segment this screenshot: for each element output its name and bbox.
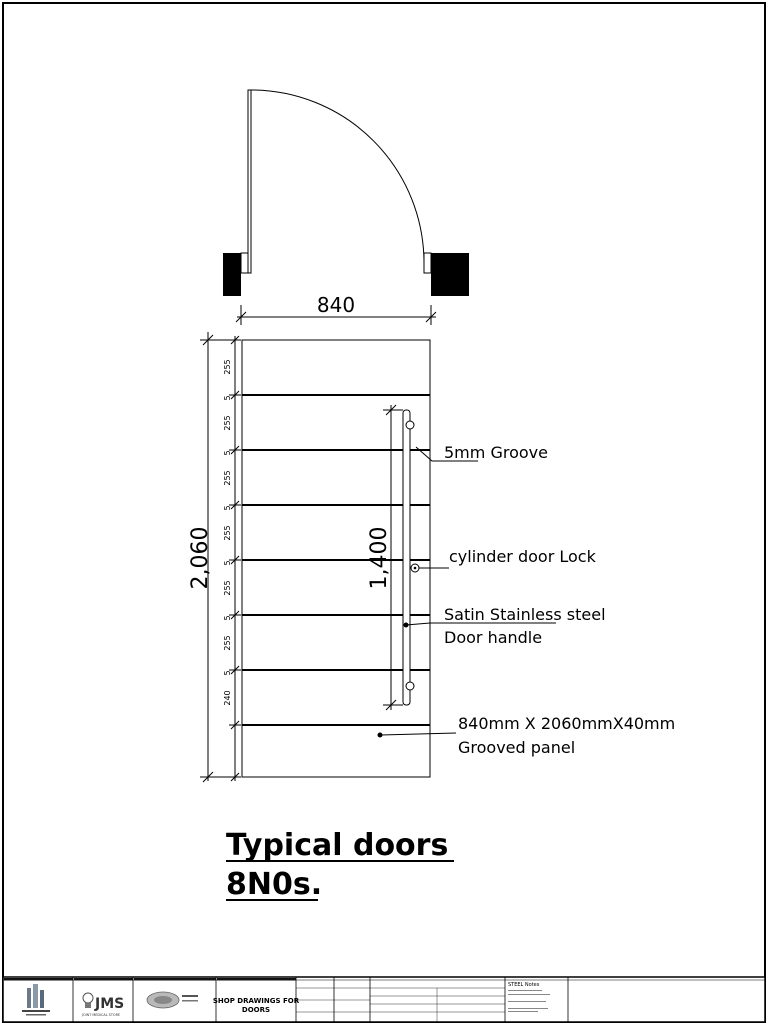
handle-fixing-bottom bbox=[406, 682, 414, 690]
door-swing-arc bbox=[251, 90, 424, 263]
left-door-jamb bbox=[241, 253, 248, 273]
segment-dim-label: 5 bbox=[223, 560, 232, 566]
width-dimension bbox=[236, 293, 436, 325]
jms-logo-subtext: JOINT MEDICAL STORE bbox=[82, 1013, 121, 1017]
segment-dim-label: 255 bbox=[223, 359, 232, 375]
lock-annotation: cylinder door Lock bbox=[449, 547, 596, 566]
groove-annotation: 5mm Groove bbox=[444, 443, 548, 462]
segment-dim-label: 255 bbox=[223, 415, 232, 431]
door-elevation bbox=[242, 340, 430, 777]
title-block bbox=[3, 977, 765, 1022]
segment-dim-label: 5 bbox=[223, 505, 232, 511]
drawing-title-line2: 8N0s. bbox=[226, 867, 323, 902]
title-block-drawing-title-1: SHOP DRAWINGS FOR bbox=[212, 997, 300, 1005]
handle-bar bbox=[403, 410, 410, 705]
segment-dim-label: 255 bbox=[223, 635, 232, 651]
door-leaf-plan bbox=[248, 90, 251, 273]
segment-dim-label: 5 bbox=[223, 395, 232, 401]
title-block-drawing-title-2: DOORS bbox=[241, 1006, 271, 1014]
right-wall-section bbox=[431, 253, 469, 296]
handle-annotation-line2: Door handle bbox=[444, 628, 543, 647]
segment-dim-label: 255 bbox=[223, 580, 232, 596]
segment-dim-label: 255 bbox=[223, 525, 232, 541]
left-wall-section bbox=[223, 253, 241, 296]
drawing-title-line1: Typical doors bbox=[226, 828, 449, 863]
panel-annotation-line2: Grooved panel bbox=[458, 738, 576, 757]
handle-annotation-line1: Satin Stainless steel bbox=[444, 605, 606, 624]
door-plan-view bbox=[223, 90, 469, 296]
height-dimension-label: 2,060 bbox=[188, 526, 213, 590]
segment-dim-label: 255 bbox=[223, 470, 232, 486]
width-dimension-label: 840 bbox=[316, 293, 356, 317]
jms-logo-text: JMS bbox=[95, 996, 125, 1012]
right-door-jamb bbox=[424, 253, 431, 273]
segment-dimension-chain bbox=[223, 336, 241, 781]
handle-height-label: 1,400 bbox=[367, 526, 392, 590]
panel-annotation-line1: 840mm X 2060mmX40mm bbox=[458, 714, 676, 733]
segment-dim-label: 5 bbox=[223, 670, 232, 676]
handle-fixing-top bbox=[406, 421, 414, 429]
segment-dim-label: 5 bbox=[223, 450, 232, 456]
door-panel-outline bbox=[242, 340, 430, 777]
notes-label: STEEL Notes bbox=[508, 982, 540, 988]
segment-dim-label: 5 bbox=[223, 615, 232, 621]
segment-dim-label: 240 bbox=[223, 690, 232, 706]
